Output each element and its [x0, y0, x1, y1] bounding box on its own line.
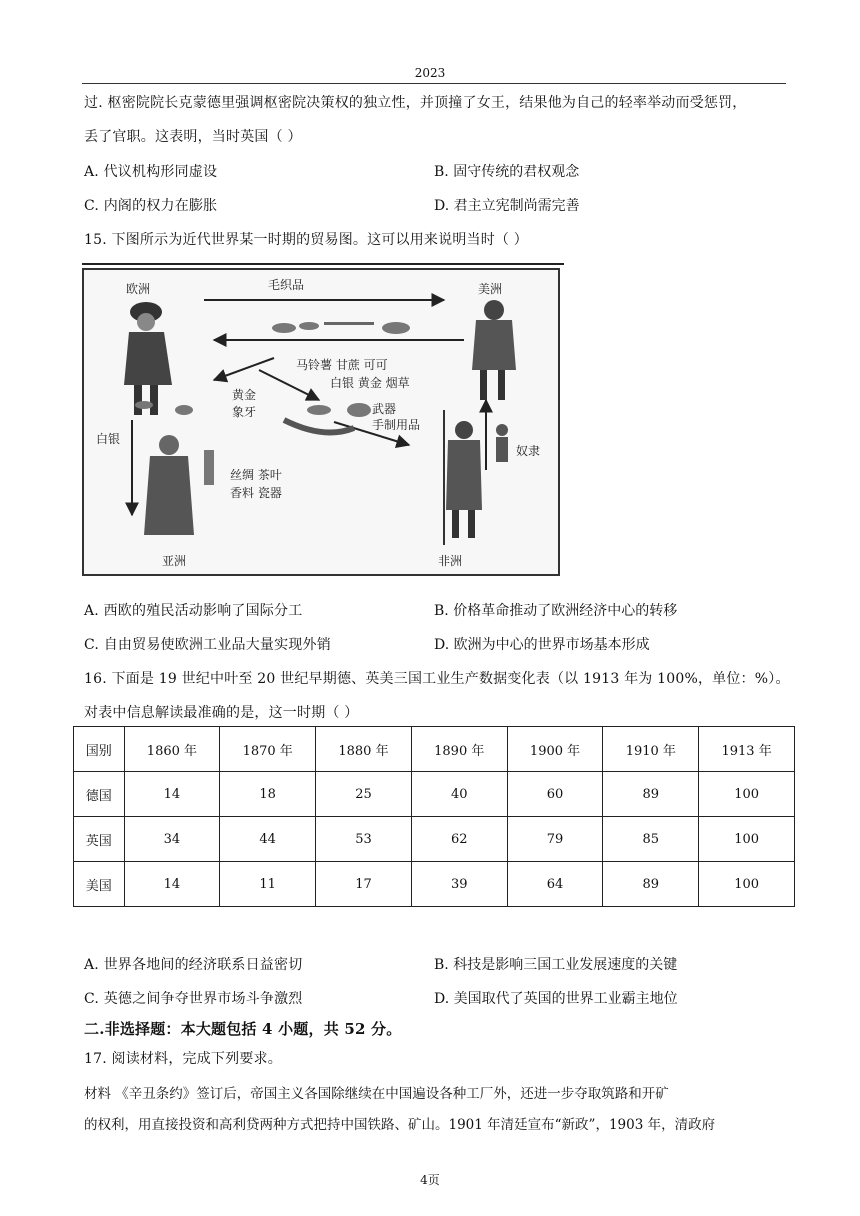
- table-header-cell: 1890 年: [411, 727, 507, 772]
- table-header-cell: 1860 年: [124, 727, 220, 772]
- label-africa: 非洲: [438, 554, 463, 568]
- table-header-cell: 1880 年: [316, 727, 412, 772]
- section-2-title: 二.非选择题：本大题包括 4 小题，共 52 分。: [84, 1020, 402, 1038]
- table-cell: 64: [507, 862, 603, 907]
- label-america: 美洲: [478, 282, 503, 296]
- q15-option-d[interactable]: D. 欧洲为中心的世界市场基本形成: [434, 637, 650, 653]
- q14-stem-line-1: 过. 枢密院院长克蒙德里强调枢密院决策权的独立性，并顶撞了女王，结果他为自己的轻率举动而受惩罚，: [84, 95, 747, 111]
- africa-figure: [444, 410, 508, 545]
- table-cell: 62: [411, 817, 507, 862]
- table-header-cell: 1870 年: [220, 727, 316, 772]
- q14-option-c[interactable]: C. 内阁的权力在膨胀: [84, 198, 218, 214]
- label-gold-ivory-1: 黄金: [232, 388, 257, 402]
- arrow-africa-to-europe: [214, 358, 274, 380]
- q16-stem-line-2: 对表中信息解读最准确的是，这一时期（ ）: [84, 705, 359, 721]
- table-cell: 14: [124, 862, 220, 907]
- header-rule: [82, 83, 786, 84]
- label-arms-1: 武器: [372, 402, 397, 416]
- table-cell: 39: [411, 862, 507, 907]
- table-header-cell: 1900 年: [507, 727, 603, 772]
- table-cell: 100: [699, 772, 795, 817]
- table-header-cell: 国别: [74, 727, 125, 772]
- table-header-cell: 1910 年: [603, 727, 699, 772]
- table-cell: 英国: [74, 817, 125, 862]
- label-crops-1: 马铃薯 甘蔗 可可: [296, 358, 388, 372]
- q17-material-line-2: 的权利，用直接投资和高利贷两种方式把持中国铁路、矿山。1901 年清廷宣布“新政”，1903 年，清政府: [84, 1117, 716, 1133]
- table-row: [74, 772, 795, 817]
- table-cell: 44: [220, 817, 316, 862]
- q16-option-d[interactable]: D. 美国取代了英国的世界工业霸主地位: [434, 991, 678, 1007]
- q15-stem: 15. 下图所示为近代世界某一时期的贸易图。这可以用来说明当时（ ）: [84, 232, 528, 248]
- production-table: [73, 726, 795, 907]
- q14-option-b[interactable]: B. 固守传统的君权观念: [434, 164, 580, 180]
- q14-option-a[interactable]: A. 代议机构形同虚设: [84, 164, 218, 180]
- q15-option-c[interactable]: C. 自由贸易使欧洲工业品大量实现外销: [84, 637, 331, 653]
- q17-material-line-1: 材料 《辛丑条约》签订后，帝国主义各国除继续在中国遍设各种工厂外，还进一步夺取筑路和开矿: [84, 1086, 669, 1102]
- label-gold-ivory-2: 象牙: [232, 405, 257, 419]
- label-asia: 亚洲: [162, 554, 187, 568]
- table-row: [74, 817, 795, 862]
- table-cell: 89: [603, 772, 699, 817]
- label-europe: 欧洲: [126, 282, 151, 296]
- table-cell: 34: [124, 817, 220, 862]
- q16-option-a[interactable]: A. 世界各地间的经济联系日益密切: [84, 957, 303, 973]
- label-asia-goods-1: 丝绸 茶叶: [230, 468, 282, 482]
- label-silver: 白银: [96, 432, 121, 446]
- table-row: [74, 862, 795, 907]
- asia-figure: [144, 435, 214, 535]
- q14-stem-line-2: 丢了官职。这表明，当时英国（ ）: [84, 129, 302, 145]
- label-crops-2: 白银 黄金 烟草: [330, 376, 410, 390]
- q16-option-b[interactable]: B. 科技是影响三国工业发展速度的关键: [434, 957, 678, 973]
- table-cell: 60: [507, 772, 603, 817]
- label-wool: 毛织品: [268, 278, 305, 292]
- table-cell: 美国: [74, 862, 125, 907]
- q17-stem: 17. 阅读材料，完成下列要求。: [84, 1051, 282, 1067]
- label-asia-goods-2: 香料 瓷器: [230, 486, 282, 500]
- table-cell: 40: [411, 772, 507, 817]
- table-cell: 17: [316, 862, 412, 907]
- table-cell: 14: [124, 772, 220, 817]
- header-year: 2023: [414, 66, 446, 80]
- q16-option-c[interactable]: C. 英德之间争夺世界市场斗争激烈: [84, 991, 303, 1007]
- europe-figure: [124, 302, 172, 415]
- table-cell: 25: [316, 772, 412, 817]
- q16-stem-line-1: 16. 下面是 19 世纪中叶至 20 世纪早期德、英美三国工业生产数据变化表（以 1913 年为 100%，单位：%）。: [84, 671, 790, 687]
- america-figure: [472, 300, 516, 400]
- table-cell: 53: [316, 817, 412, 862]
- table-cell: 11: [220, 862, 316, 907]
- page-number: 4页: [420, 1173, 440, 1187]
- q15-option-b[interactable]: B. 价格革命推动了欧洲经济中心的转移: [434, 603, 678, 619]
- table-cell: 79: [507, 817, 603, 862]
- figure-top-rule: [82, 263, 564, 265]
- table-cell: 89: [603, 862, 699, 907]
- label-slaves: 奴隶: [516, 444, 541, 458]
- q14-option-d[interactable]: D. 君主立宪制尚需完善: [434, 198, 580, 214]
- trade-figure: [82, 268, 560, 576]
- trade-figure-drawing: [84, 270, 558, 574]
- table-cell: 德国: [74, 772, 125, 817]
- q15-option-a[interactable]: A. 西欧的殖民活动影响了国际分工: [84, 603, 303, 619]
- table-cell: 18: [220, 772, 316, 817]
- table-header-row: [74, 727, 795, 772]
- table-header-cell: 1913 年: [699, 727, 795, 772]
- label-arms-2: 手制用品: [372, 418, 421, 432]
- arrow-europe-to-africa: [259, 370, 319, 400]
- table-cell: 100: [699, 817, 795, 862]
- table-cell: 100: [699, 862, 795, 907]
- table-cell: 85: [603, 817, 699, 862]
